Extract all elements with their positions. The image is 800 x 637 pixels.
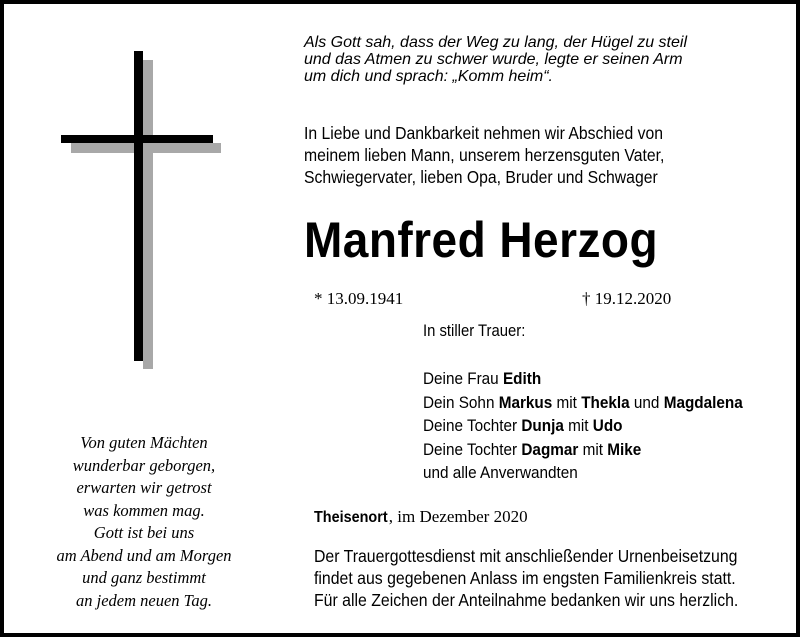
poem-line: und ganz bestimmt <box>82 568 206 587</box>
family-row: Deine Tochter Dagmar mit Mike <box>423 439 642 459</box>
poem-line: an jedem neuen Tag. <box>76 590 212 610</box>
poem-line: Gott ist bei uns <box>93 523 195 542</box>
deceased-name: Manfred Herzog <box>304 212 659 268</box>
verse-line: und das Atmen zu schwer wurde, legte er seinen Arm <box>304 51 683 68</box>
death-date: † 19.12.2020 <box>582 289 672 308</box>
family-row: Deine Tochter Dunja mit Udo <box>423 416 623 435</box>
intro-text <box>304 122 727 188</box>
verse-line: Als Gott sah, dass der Weg zu lang, der Hügel zu steil <box>304 34 688 51</box>
birth-date: * 13.09.1941 <box>314 289 404 308</box>
intro-line: Schwiegervater, lieben Opa, Bruder und Schwager <box>304 167 658 187</box>
date-text: , im Dezember 2020 <box>388 507 528 526</box>
service-line: Der Trauergottesdienst mit anschließender Urnenbeisetzung <box>314 546 738 566</box>
poem-line: erwarten wir getrost <box>76 478 212 497</box>
intro-line: meinem lieben Mann, unserem herzensguten Vater, <box>304 145 665 165</box>
poem-line: wunderbar geborgen, <box>72 455 216 475</box>
family-row: Dein Sohn Markus mit Thekla und Magdalena <box>423 392 743 412</box>
service-line: Für alle Zeichen der Anteilnahme bedanken wir uns herzlich. <box>314 590 739 610</box>
place-date <box>314 507 528 527</box>
mourning-label: In stiller Trauer: <box>423 322 526 340</box>
service-notice <box>314 545 738 611</box>
poem-line: Von guten Mächten <box>80 433 208 452</box>
poem-line: was kommen mag. <box>83 500 205 520</box>
poem <box>34 432 254 612</box>
verse-line: um dich und sprach: „Komm heim“. <box>304 68 553 85</box>
intro-line: In Liebe und Dankbarkeit nehmen wir Abschied von <box>304 123 663 143</box>
service-line: findet aus gegebenen Anlass im engsten Familienkreis statt. <box>314 568 736 588</box>
family-row: Deine Frau Edith <box>423 369 542 388</box>
place-name: Theisenort <box>314 509 388 526</box>
family-list <box>423 367 743 485</box>
poem-line: am Abend und am Morgen <box>56 545 232 565</box>
opening-verse <box>304 34 774 85</box>
family-row: und alle Anverwandten <box>423 463 578 482</box>
